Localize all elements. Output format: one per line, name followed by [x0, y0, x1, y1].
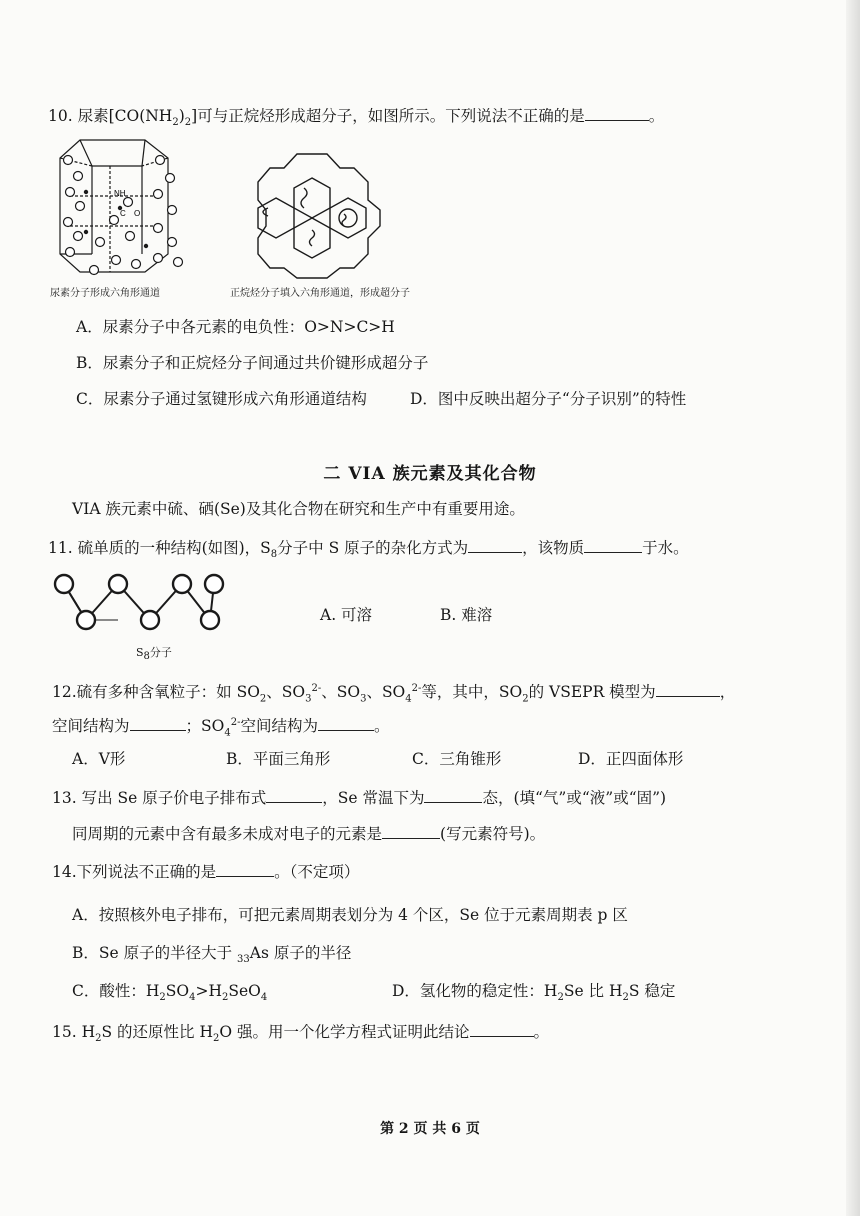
- answer-blank[interactable]: [584, 536, 642, 553]
- o-label: O: [134, 209, 141, 218]
- q14-option-a[interactable]: A．按照核外电子排布，可把元素周期表划分为 4 个区，Se 位于元素周期表 p 区: [72, 906, 628, 924]
- answer-blank[interactable]: [216, 860, 274, 877]
- answer-blank[interactable]: [424, 786, 482, 803]
- answer-blank[interactable]: [585, 104, 649, 121]
- q14-option-b[interactable]: B．Se 原子的半径大于 $_{33}$As 原子的半径: [72, 944, 352, 966]
- answer-blank[interactable]: [656, 680, 720, 697]
- q10-option-c[interactable]: C．尿素分子通过氢键形成六角形通道结构: [76, 390, 367, 408]
- q10-option-b[interactable]: B．尿素分子和正烷烃分子间通过共价键形成超分子: [76, 354, 429, 372]
- answer-blank[interactable]: [470, 1020, 534, 1037]
- scan-edge-shadow: [846, 0, 860, 1216]
- answer-blank[interactable]: [318, 714, 374, 731]
- c-label: C: [120, 209, 126, 218]
- q10-stem: 10. 尿素$[CO(NH_2)_2]$可与正烷烃形成超分子，如图所示。下列说法不正确的是 。: [48, 104, 664, 134]
- answer-blank[interactable]: [266, 786, 322, 803]
- q11-stem: 11. 硫单质的一种结构(如图)，$S_8$分子中 S 原子的杂化方式为 ，该物质 于水。: [48, 536, 689, 566]
- nh2-label: NH: [114, 189, 126, 198]
- q13-line1: 13. 写出 Se 原子价电子排布式 ，Se 常温下为 态，(填“气”或“液”或“固”): [52, 786, 666, 809]
- q15-stem: 15. $H_2S$ 的还原性比 $H_2O$ 强。用一个化学方程式证明此结论 。: [52, 1020, 549, 1050]
- s8-caption: $S_8$分子: [136, 646, 172, 663]
- q12-option-c[interactable]: C．三角锥形: [412, 750, 502, 768]
- alkane-channel-figure: [252, 148, 402, 280]
- q14-stem: 14.下列说法不正确的是 。（不定项）: [52, 860, 359, 883]
- q12-line2: 空间结构为 ；$SO_4^{2-}$空间结构为 。: [52, 712, 390, 744]
- answer-blank[interactable]: [468, 536, 522, 553]
- fig1-caption: 尿素分子形成六角形通道: [50, 288, 160, 299]
- q14-option-d[interactable]: D．氢化物的稳定性：$H_2Se$ 比 $H_2S$ 稳定: [392, 982, 676, 1004]
- answer-blank[interactable]: [382, 822, 440, 839]
- q10-option-a[interactable]: A．尿素分子中各元素的电负性：O>N>C>H: [76, 318, 395, 336]
- s8-molecule-figure: [52, 572, 228, 638]
- urea-channel-figure: [50, 136, 190, 278]
- q12-stem: 12.硫有多种含氧粒子：如 $SO_2$、$SO_3^{2-}$、$SO_3$、$SO_4^{2-}$等，其中，$SO_2$的 VSEPR 模型为 ，: [52, 678, 735, 710]
- q12-option-b[interactable]: B．平面三角形: [226, 750, 331, 768]
- q12-option-d[interactable]: D．正四面体形: [578, 750, 684, 768]
- q11-option-a[interactable]: A. 可溶: [320, 606, 373, 624]
- q10-option-d[interactable]: D．图中反映出超分子“分子识别”的特性: [410, 390, 687, 408]
- q11-option-b[interactable]: B. 难溶: [440, 606, 493, 624]
- q13-line2: 同周期的元素中含有最多未成对电子的元素是 (写元素符号)。: [72, 822, 545, 845]
- page-footer: 第 2 页 共 6 页: [380, 1121, 480, 1137]
- fig2-caption: 正烷烃分子填入六角形通道，形成超分子: [230, 288, 410, 299]
- section-intro: VIA 族元素中硫、硒(Se)及其化合物在研究和生产中有重要用途。: [72, 500, 525, 518]
- q14-option-c[interactable]: C．酸性：$H_2SO_4>H_2SeO_4$: [72, 982, 268, 1004]
- q12-option-a[interactable]: A．V形: [72, 750, 126, 768]
- section-title: 二 VIA 族元素及其化合物: [323, 464, 537, 484]
- answer-blank[interactable]: [130, 714, 186, 731]
